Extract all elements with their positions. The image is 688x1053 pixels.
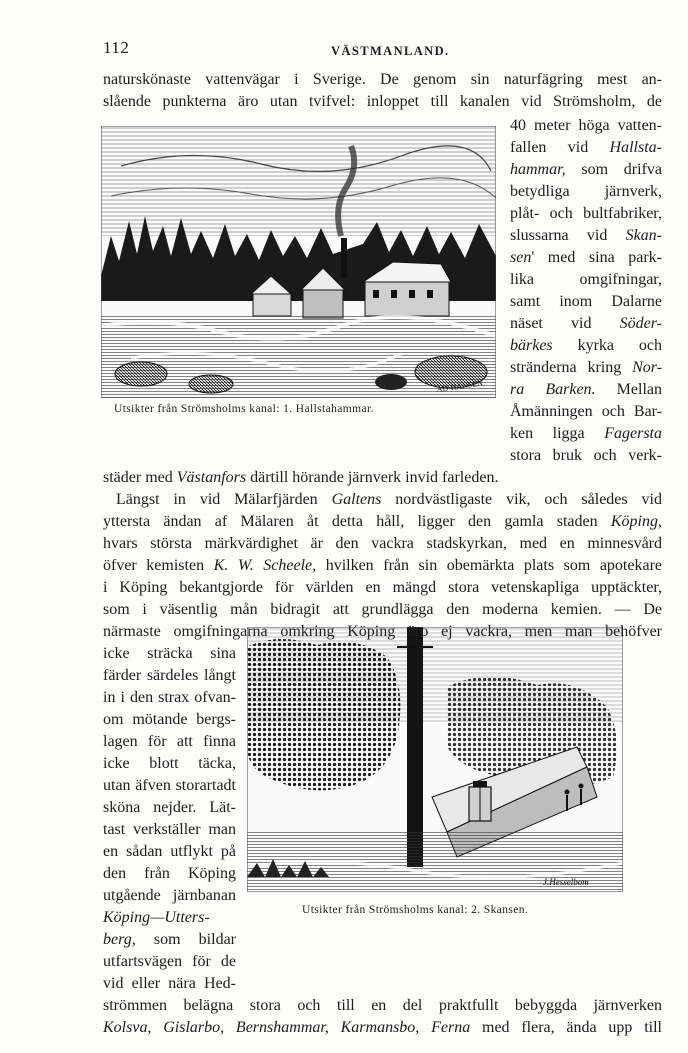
text-line [103, 622, 662, 642]
text-segment: städer med [103, 469, 177, 486]
italic-term: Fagersta [604, 425, 662, 442]
text-segment: strömmen belägna stora och till en del praktfullt bebyggda järnverken [103, 997, 662, 1014]
text-line [510, 138, 662, 158]
text-line [103, 512, 662, 532]
italic-term: Nor- [632, 359, 662, 376]
text-segment: färder särdeles långt [103, 667, 236, 684]
text-segment: fallen vid [510, 139, 610, 156]
page-header [103, 38, 663, 60]
italic-term: berg, [103, 931, 136, 948]
italic-term: Skan- [625, 227, 662, 244]
text-segment: därtill hörande järnverk invid farleden. [246, 469, 499, 486]
text-segment: som drifva [565, 161, 662, 178]
text-line [103, 930, 236, 950]
text-line [510, 116, 662, 136]
text-line [510, 446, 662, 466]
text-segment: nordvästligaste vik, och således vid [381, 491, 662, 508]
text-line [103, 908, 236, 928]
text-line [510, 336, 662, 356]
text-segment: yttersta ändan af Mälaren åt detta håll, ligger den gamla staden [103, 513, 611, 530]
text-segment: tast verkställer man [103, 821, 236, 838]
figure-skansen [247, 627, 623, 892]
text-segment: kyrka och [552, 337, 662, 354]
text-segment: som bildar [135, 931, 236, 948]
text-line [510, 402, 662, 422]
text-line [103, 666, 236, 686]
text-line [103, 754, 236, 774]
skansen-signature: J.Hesselbom [543, 877, 589, 887]
text-line [510, 182, 662, 202]
italic-term: Söder- [619, 315, 662, 332]
text-segment: utfartsvägen för de [103, 953, 236, 970]
figure-hallstahammar [101, 126, 496, 398]
text-line [103, 886, 236, 906]
hallstahammar-engraving [101, 126, 496, 398]
text-segment: slående punkterna äro utan tvifvel: inloppet till kanalen vid Strömsholm, de [103, 93, 662, 110]
text-segment: icke sträcka sina [103, 645, 236, 662]
text-line [103, 798, 236, 818]
text-segment: näset vid [510, 315, 620, 332]
text-line [103, 556, 662, 576]
text-segment: vid eller nära Hed- [103, 975, 236, 992]
italic-term: sen [510, 249, 532, 266]
text-line [103, 710, 236, 730]
text-segment: betydliga järnverk, [510, 183, 662, 200]
text-line [103, 70, 662, 90]
italic-term: hammar, [510, 161, 566, 178]
italic-term: Köping, [610, 513, 662, 530]
text-line [103, 732, 236, 752]
text-line [103, 1018, 662, 1038]
text-line [510, 248, 662, 268]
text-segment: stränderna kring [510, 359, 633, 376]
text-segment: öfver kemisten [103, 557, 214, 574]
text-segment: en sådan utflykt på [103, 843, 236, 860]
text-segment: sköna nejder. Lät- [103, 799, 236, 816]
text-segment: ken ligga [510, 425, 605, 442]
text-segment: icke blott täcka, [103, 755, 236, 772]
text-segment: Åmänningen och Bar- [510, 403, 662, 420]
hallstahammar-signature: AD·HANSEN [436, 378, 484, 394]
text-line [116, 490, 662, 510]
running-head: VÄSTMANLAND. [331, 44, 450, 58]
italic-term: K. W. Scheele, [213, 557, 317, 574]
italic-term: bärkes [510, 337, 553, 354]
text-line [103, 468, 543, 488]
text-segment: slussarna vid [510, 227, 626, 244]
text-segment: stora bruk och verk- [510, 447, 662, 464]
text-line [510, 358, 662, 378]
text-line [103, 600, 662, 620]
text-segment: 40 meter höga vatten- [510, 117, 662, 134]
text-segment: Längst in vid Mälarfjärden [116, 491, 332, 508]
italic-term: ra Barken. [510, 381, 596, 398]
text-line [510, 226, 662, 246]
text-segment: hvilken från sin obemärkta plats som apotekare [316, 557, 662, 574]
text-line [510, 314, 662, 334]
text-segment: hvars största märkvärdighet är den vackra stadskyrkan, med en minnesvård [103, 535, 662, 552]
text-line [510, 292, 662, 312]
text-segment: med flera, ända upp till [470, 1019, 662, 1036]
text-segment: Mellan [595, 381, 662, 398]
text-line [103, 688, 236, 708]
text-line [103, 820, 236, 840]
text-segment: lika omgifningar, [510, 271, 662, 288]
text-line [103, 996, 662, 1016]
text-line [103, 864, 236, 884]
text-segment: naturskönaste vattenvägar i Sverige. De genom sin naturfägring mest an- [103, 71, 662, 88]
text-line [103, 842, 236, 862]
text-line [103, 776, 236, 796]
text-segment: in i den strax ofvan- [103, 689, 236, 706]
text-segment: utan äfven storartadt [103, 777, 236, 794]
page-number: 112 [103, 38, 130, 57]
text-line [510, 270, 662, 290]
text-line [103, 644, 236, 664]
caption-hallstahammar: Utsikter från Strömsholms kanal: 1. Hallstahammar. [114, 403, 374, 415]
text-line [510, 424, 662, 444]
skansen-engraving [247, 627, 623, 892]
text-segment: den från Köping [103, 865, 236, 882]
italic-term: Hallsta- [609, 139, 662, 156]
text-segment: lagen för att finna [103, 733, 236, 750]
text-line [103, 974, 236, 994]
text-segment: samt inom Dalarne [510, 293, 662, 310]
text-line [103, 578, 662, 598]
italic-term: Köping—Utters- [103, 909, 210, 926]
text-segment: om mötande bergs- [103, 711, 236, 728]
italic-term: Västanfors [176, 469, 247, 486]
text-line [510, 380, 662, 400]
caption-skansen: Utsikter från Strömsholms kanal: 2. Skansen. [302, 904, 529, 916]
italic-term: Kolsva, Gislarbo, Bernshammar, Karmansbo, Ferna [103, 1019, 471, 1036]
text-line [510, 204, 662, 224]
text-segment: i Köping bekantgjorde för världen en mängd stora vetenskapliga upptäckter, [103, 579, 662, 596]
text-segment: utgående järnbanan [103, 887, 236, 904]
text-segment: närmaste omgifningarna omkring Köping äro ej vackra, men man behöfver [103, 623, 662, 640]
text-line [510, 160, 662, 180]
text-line [103, 534, 662, 554]
text-line [103, 952, 236, 972]
text-segment: plåt- och bultfabriker, [510, 205, 662, 222]
text-segment: som i väsentlig mån bidragit att grundlägga den moderna kemien. — De [103, 601, 662, 618]
text-segment: ' med sina park- [531, 249, 662, 266]
italic-term: Galtens [331, 491, 382, 508]
text-line [103, 92, 662, 112]
